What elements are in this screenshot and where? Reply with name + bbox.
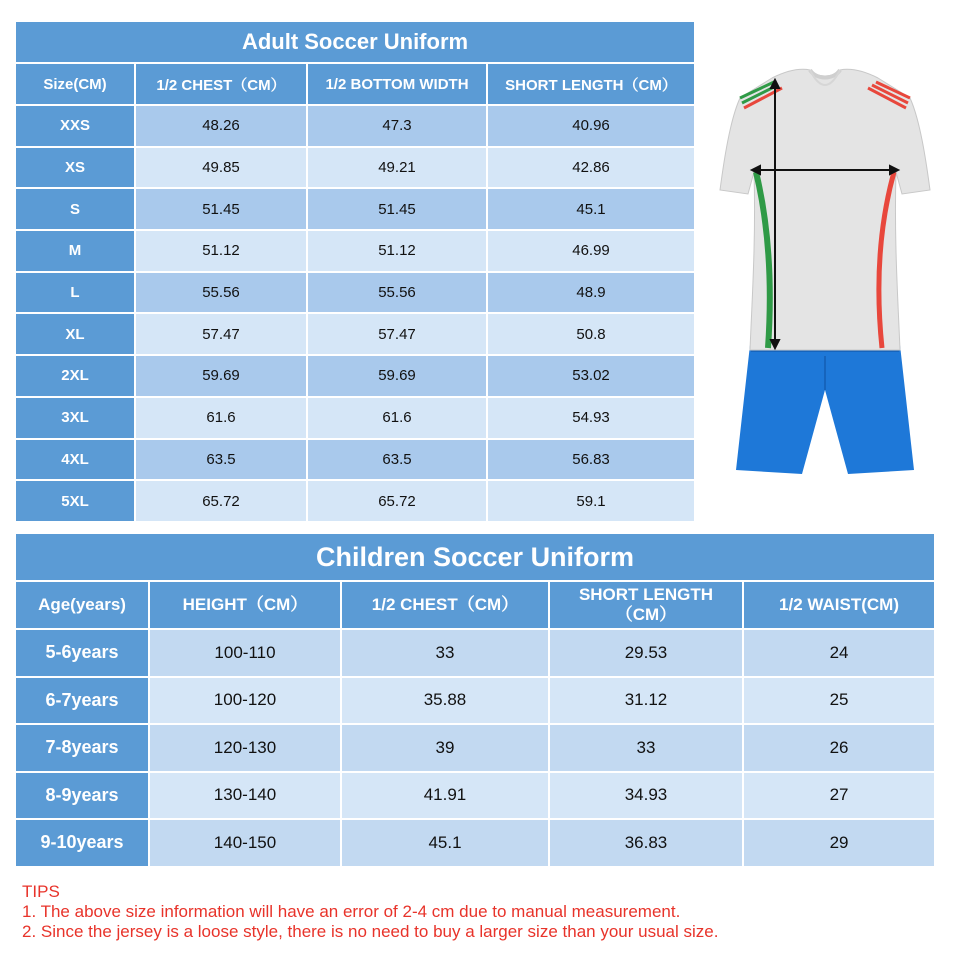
table-row bbox=[16, 678, 934, 724]
age-cell: 8-9years bbox=[16, 773, 148, 819]
chest-cell: 48.26 bbox=[136, 106, 306, 146]
height-cell: 100-120 bbox=[150, 678, 340, 724]
waist-cell: 24 bbox=[744, 630, 934, 676]
height-cell: 120-130 bbox=[150, 725, 340, 771]
children-table-title: Children Soccer Uniform bbox=[16, 534, 934, 580]
bottom-width-cell: 55.56 bbox=[308, 273, 486, 313]
bottom-width-cell: 59.69 bbox=[308, 356, 486, 396]
table-row bbox=[16, 773, 934, 819]
short-length-cell: 33 bbox=[550, 725, 742, 771]
short-length-cell: 31.12 bbox=[550, 678, 742, 724]
bottom-width-cell: 63.5 bbox=[308, 440, 486, 480]
shorts-image bbox=[736, 345, 914, 474]
table-row bbox=[16, 231, 694, 271]
short-length-cell: 34.93 bbox=[550, 773, 742, 819]
height-cell: 130-140 bbox=[150, 773, 340, 819]
height-cell: 140-150 bbox=[150, 820, 340, 866]
tips-section bbox=[22, 882, 942, 942]
children-header-chest: 1/2 CHEST（CM） bbox=[342, 582, 548, 628]
bottom-width-cell: 51.45 bbox=[308, 189, 486, 229]
table-row bbox=[16, 106, 694, 146]
children-header-height: HEIGHT（CM） bbox=[150, 582, 340, 628]
tips-line: 2. Since the jersey is a loose style, there is no need to buy a larger size than your usual size. bbox=[22, 922, 719, 941]
chest-cell: 33 bbox=[342, 630, 548, 676]
size-cell: S bbox=[16, 189, 134, 229]
size-cell: L bbox=[16, 273, 134, 313]
adult-size-table bbox=[14, 20, 696, 523]
short-length-cell: 40.96 bbox=[488, 106, 694, 146]
table-row bbox=[16, 481, 694, 521]
adult-header-row bbox=[16, 64, 694, 104]
children-header-age: Age(years) bbox=[16, 582, 148, 628]
chest-cell: 49.85 bbox=[136, 148, 306, 188]
waist-cell: 29 bbox=[744, 820, 934, 866]
jersey-image bbox=[720, 69, 930, 350]
age-cell: 5-6years bbox=[16, 630, 148, 676]
short-length-cell: 46.99 bbox=[488, 231, 694, 271]
tips-heading: TIPS bbox=[22, 882, 60, 901]
chest-cell: 41.91 bbox=[342, 773, 548, 819]
adult-header-short-length: SHORT LENGTH（CM） bbox=[488, 64, 694, 104]
table-row bbox=[16, 356, 694, 396]
children-header-row bbox=[16, 582, 934, 628]
table-row bbox=[16, 398, 694, 438]
size-cell: XS bbox=[16, 148, 134, 188]
short-length-cell: 29.53 bbox=[550, 630, 742, 676]
chest-cell: 63.5 bbox=[136, 440, 306, 480]
bottom-width-cell: 61.6 bbox=[308, 398, 486, 438]
chest-cell: 61.6 bbox=[136, 398, 306, 438]
table-row bbox=[16, 189, 694, 229]
table-row bbox=[16, 820, 934, 866]
short-length-cell: 45.1 bbox=[488, 189, 694, 229]
waist-cell: 26 bbox=[744, 725, 934, 771]
size-cell: 5XL bbox=[16, 481, 134, 521]
age-cell: 6-7years bbox=[16, 678, 148, 724]
short-length-cell: 56.83 bbox=[488, 440, 694, 480]
bottom-width-cell: 49.21 bbox=[308, 148, 486, 188]
size-cell: 3XL bbox=[16, 398, 134, 438]
adult-header-bottom-width: 1/2 BOTTOM WIDTH bbox=[308, 64, 486, 104]
bottom-width-cell: 47.3 bbox=[308, 106, 486, 146]
adult-header-size: Size(CM) bbox=[16, 64, 134, 104]
size-cell: XL bbox=[16, 314, 134, 354]
short-length-cell: 36.83 bbox=[550, 820, 742, 866]
children-size-table bbox=[14, 532, 936, 868]
chest-cell: 59.69 bbox=[136, 356, 306, 396]
uniform-illustration bbox=[700, 60, 940, 490]
age-cell: 7-8years bbox=[16, 725, 148, 771]
bottom-width-cell: 51.12 bbox=[308, 231, 486, 271]
children-header-short-length: SHORT LENGTH（CM） bbox=[550, 582, 742, 628]
adult-header-chest: 1/2 CHEST（CM） bbox=[136, 64, 306, 104]
chest-cell: 51.45 bbox=[136, 189, 306, 229]
height-cell: 100-110 bbox=[150, 630, 340, 676]
table-row bbox=[16, 440, 694, 480]
tips-line: 1. The above size information will have an error of 2-4 cm due to manual measurement. bbox=[22, 902, 681, 921]
waist-cell: 27 bbox=[744, 773, 934, 819]
chest-cell: 45.1 bbox=[342, 820, 548, 866]
short-length-cell: 54.93 bbox=[488, 398, 694, 438]
table-row bbox=[16, 273, 694, 313]
waist-cell: 25 bbox=[744, 678, 934, 724]
table-row bbox=[16, 630, 934, 676]
table-row bbox=[16, 314, 694, 354]
adult-table-title: Adult Soccer Uniform bbox=[16, 22, 694, 62]
chest-cell: 65.72 bbox=[136, 481, 306, 521]
chest-cell: 57.47 bbox=[136, 314, 306, 354]
children-header-waist: 1/2 WAIST(CM) bbox=[744, 582, 934, 628]
size-cell: XXS bbox=[16, 106, 134, 146]
size-cell: M bbox=[16, 231, 134, 271]
chest-cell: 55.56 bbox=[136, 273, 306, 313]
chest-cell: 35.88 bbox=[342, 678, 548, 724]
size-cell: 2XL bbox=[16, 356, 134, 396]
bottom-width-cell: 65.72 bbox=[308, 481, 486, 521]
table-row bbox=[16, 148, 694, 188]
short-length-cell: 50.8 bbox=[488, 314, 694, 354]
age-cell: 9-10years bbox=[16, 820, 148, 866]
short-length-cell: 59.1 bbox=[488, 481, 694, 521]
bottom-width-cell: 57.47 bbox=[308, 314, 486, 354]
chest-cell: 39 bbox=[342, 725, 548, 771]
table-row bbox=[16, 725, 934, 771]
size-cell: 4XL bbox=[16, 440, 134, 480]
short-length-cell: 48.9 bbox=[488, 273, 694, 313]
chest-cell: 51.12 bbox=[136, 231, 306, 271]
short-length-cell: 53.02 bbox=[488, 356, 694, 396]
short-length-cell: 42.86 bbox=[488, 148, 694, 188]
